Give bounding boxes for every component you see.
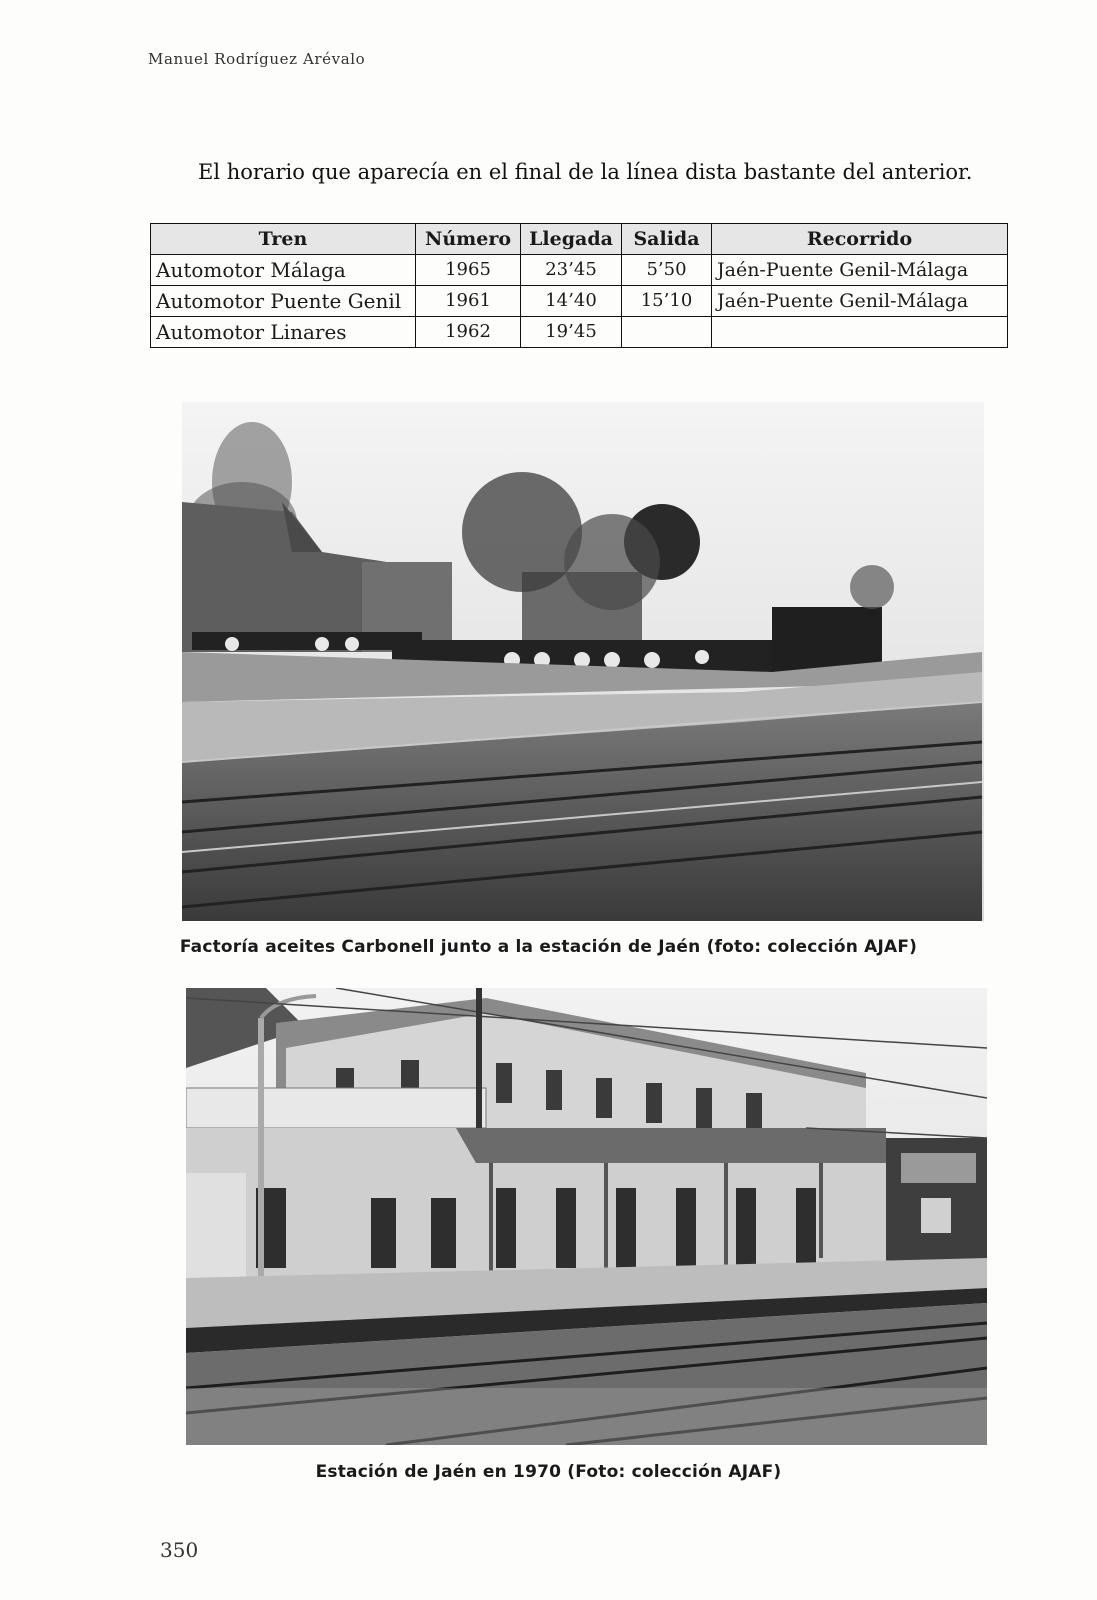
cell-llegada: 19’45 — [521, 317, 622, 348]
table-row — [151, 286, 1008, 317]
cell-salida: 5’50 — [622, 255, 712, 286]
table-row — [151, 255, 1008, 286]
col-header-recorrido: Recorrido — [712, 224, 1008, 255]
cell-numero: 1961 — [416, 286, 521, 317]
cell-recorrido — [712, 317, 1008, 348]
cell-llegada: 23’45 — [521, 255, 622, 286]
train-schedule-table — [150, 223, 1008, 348]
col-header-llegada: Llegada — [521, 224, 622, 255]
table-header-row — [151, 224, 1008, 255]
intro-paragraph: El horario que aparecía en el final de la línea dista bastante del anterior. — [198, 160, 973, 184]
photo-estacion-jaen — [186, 988, 987, 1445]
photo-factoria-carbonell — [182, 402, 984, 921]
col-header-numero: Número — [416, 224, 521, 255]
photo-caption-estacion: Estación de Jaén en 1970 (Foto: colección AJAF) — [315, 1462, 782, 1482]
cell-salida: 15’10 — [622, 286, 712, 317]
cell-tren: Automotor Linares — [151, 317, 416, 348]
col-header-tren: Tren — [151, 224, 416, 255]
cell-recorrido: Jaén-Puente Genil-Málaga — [712, 255, 1008, 286]
cell-numero: 1965 — [416, 255, 521, 286]
cell-tren: Automotor Puente Genil — [151, 286, 416, 317]
table-row — [151, 317, 1008, 348]
station-photo-illustration — [186, 988, 987, 1445]
col-header-salida: Salida — [622, 224, 712, 255]
factory-photo-illustration — [182, 402, 984, 921]
cell-llegada: 14’40 — [521, 286, 622, 317]
running-head: Manuel Rodríguez Arévalo — [148, 50, 366, 68]
page-number: 350 — [160, 1538, 199, 1562]
cell-recorrido: Jaén-Puente Genil-Málaga — [712, 286, 1008, 317]
cell-salida — [622, 317, 712, 348]
photo-caption-factoria: Factoría aceites Carbonell junto a la estación de Jaén (foto: colección AJAF) — [179, 937, 918, 957]
cell-tren: Automotor Málaga — [151, 255, 416, 286]
cell-numero: 1962 — [416, 317, 521, 348]
